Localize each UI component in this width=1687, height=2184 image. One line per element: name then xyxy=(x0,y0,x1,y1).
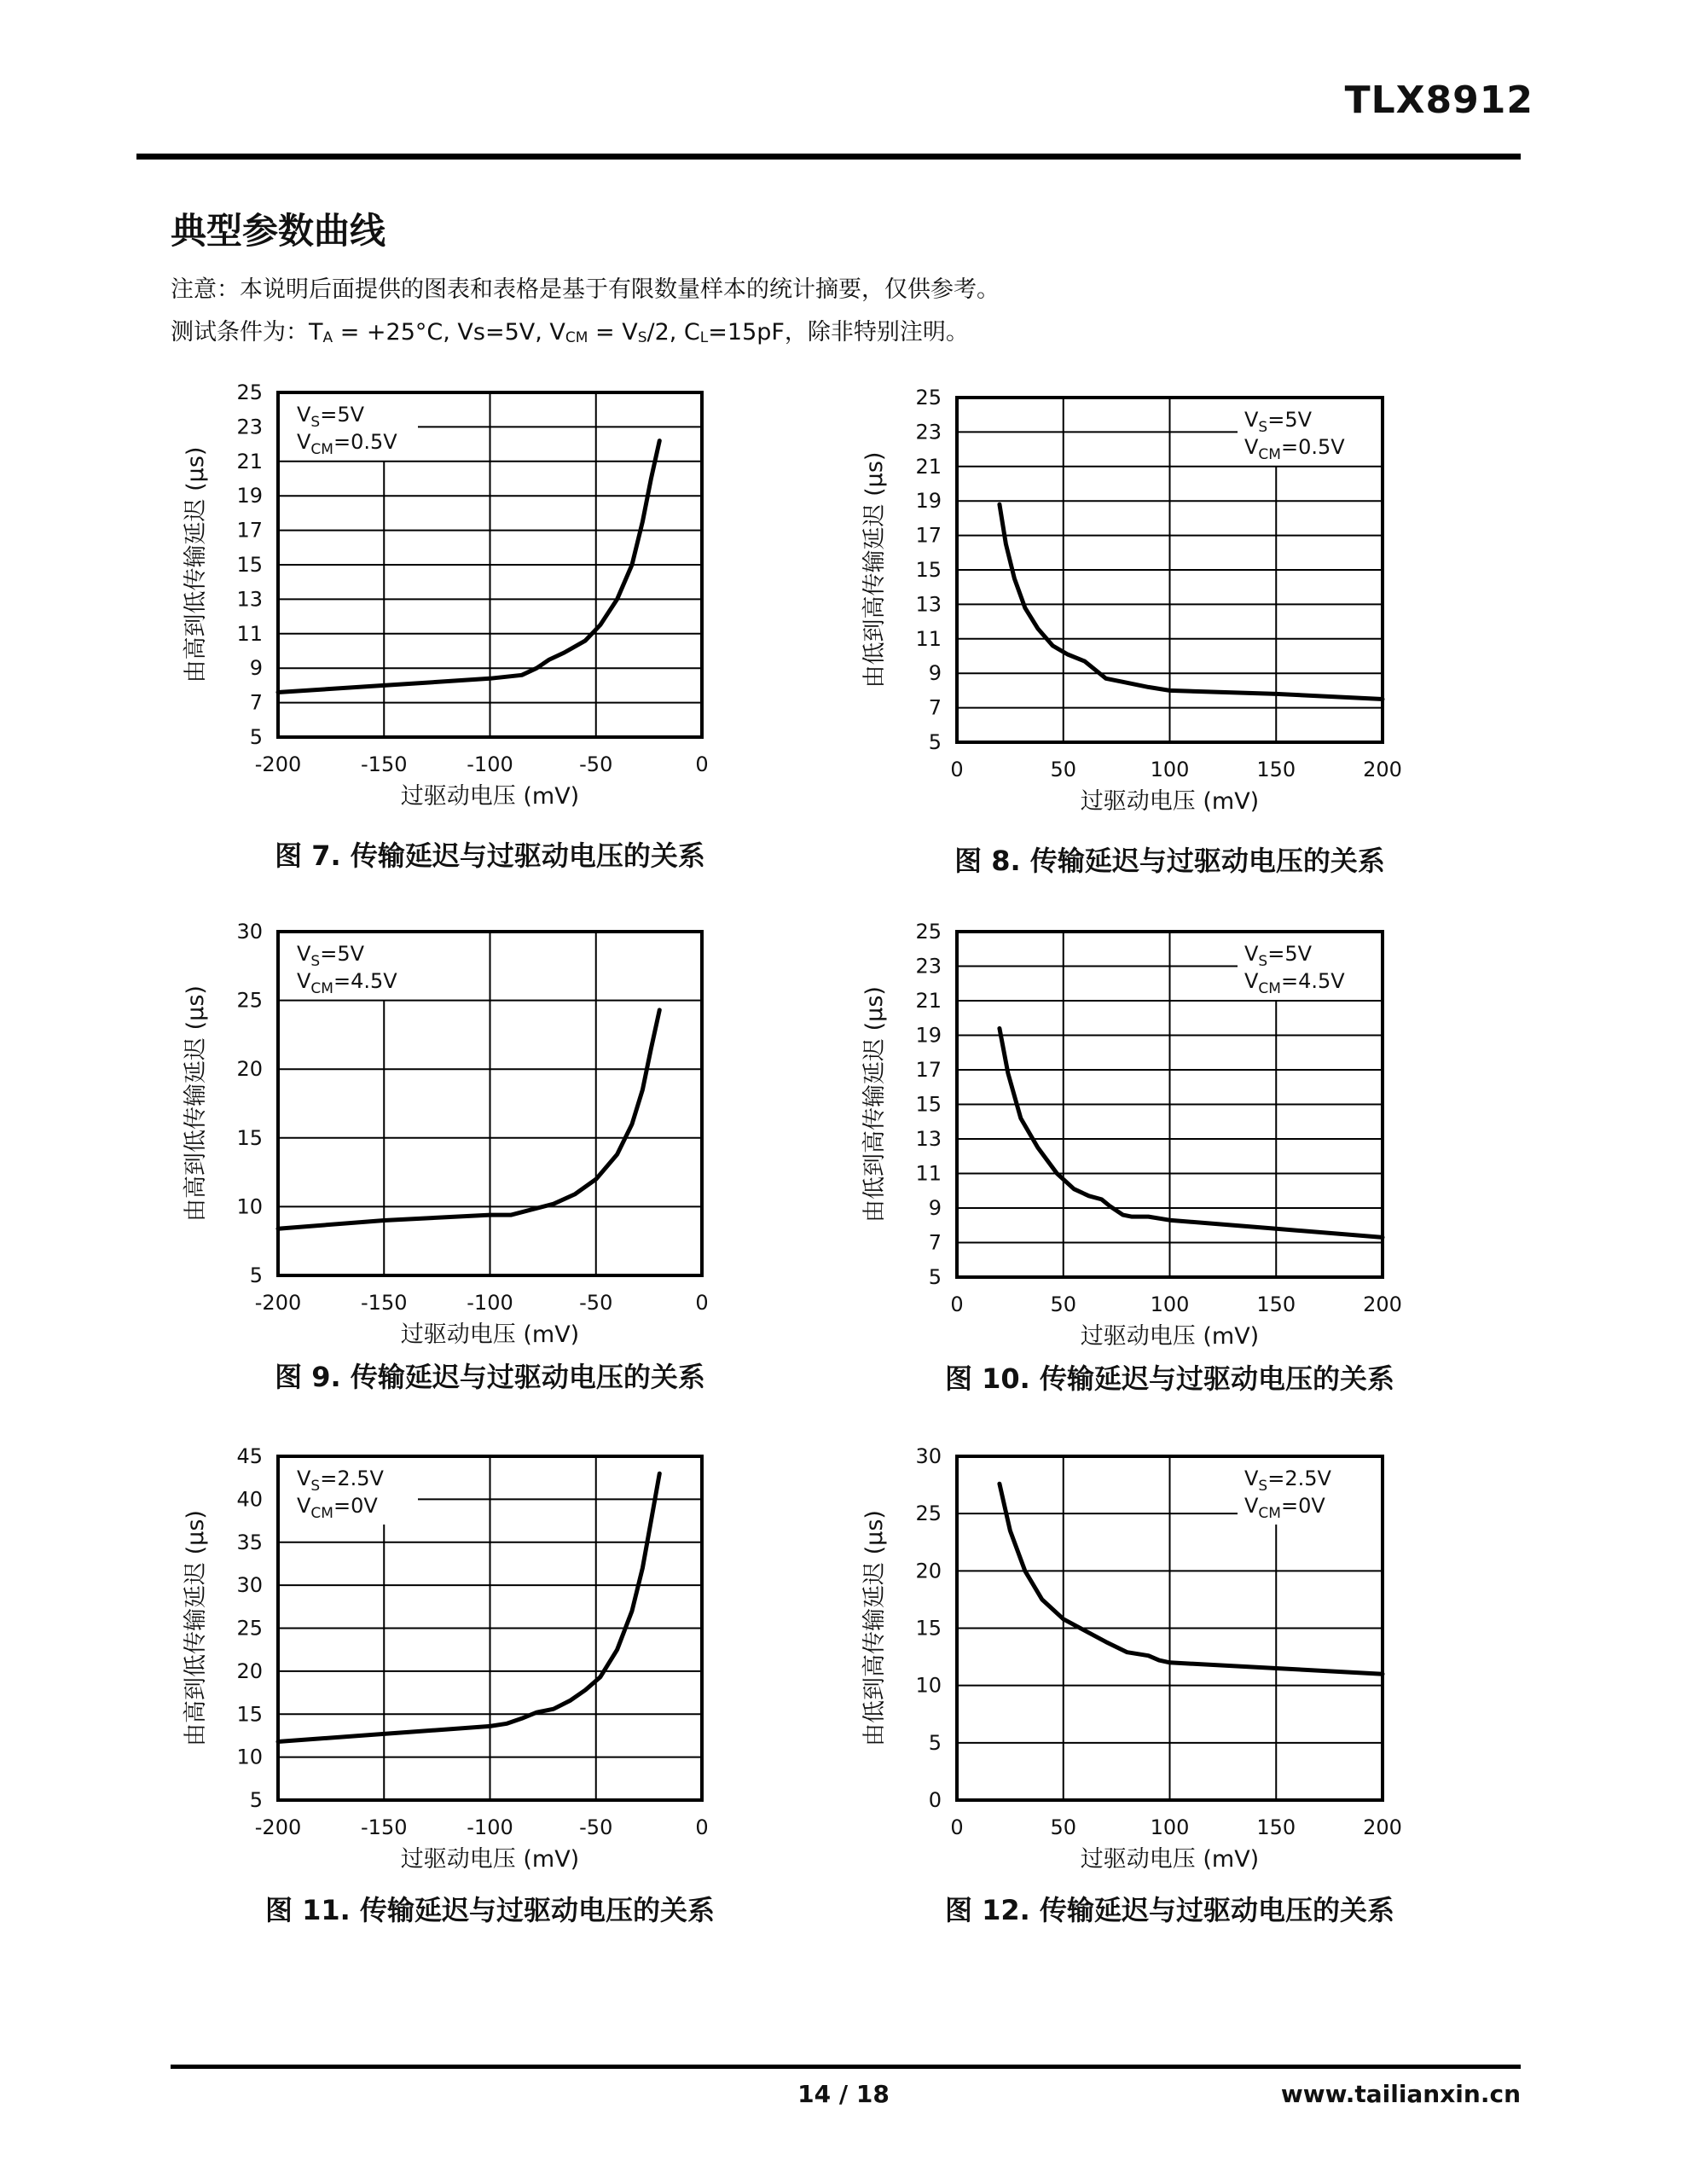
fig7-ytick-4: 13 xyxy=(236,587,263,612)
fig7-xtick-3: -50 xyxy=(579,752,613,776)
fig12-series-line-0 xyxy=(1000,1484,1383,1674)
fig8-ytick-3: 11 xyxy=(915,626,942,651)
fig12-ylabel: 由低到高传输延迟 (µs) xyxy=(861,1510,888,1746)
fig10-ytick-9: 23 xyxy=(915,954,942,979)
fig12-xtick-0: 0 xyxy=(950,1815,964,1839)
fig7-ytick-5: 15 xyxy=(236,553,263,577)
fig8-ytick-2: 9 xyxy=(928,661,942,686)
fig7-ylabel: 由高到低传输延迟 (µs) xyxy=(183,446,209,683)
fig10-xtick-2: 100 xyxy=(1150,1292,1190,1316)
fig7-xlabel: 过驱动电压 (mV) xyxy=(400,783,580,810)
fig11-xtick-2: -100 xyxy=(467,1815,513,1839)
fig12-legend-line-0: $V_S=2.5V$ xyxy=(1244,1467,1331,1495)
fig11-legend-line-1: $V_{CM}=0V$ xyxy=(297,1494,378,1522)
fig10-series-line-0 xyxy=(1000,1028,1383,1237)
disclaimer-note: 注意：本说明后面提供的图表和表格是基于有限数量样本的统计摘要，仅供参考。 xyxy=(171,276,1000,303)
fig10-ytick-8: 21 xyxy=(915,989,942,1013)
fig9-xlabel: 过驱动电压 (mV) xyxy=(400,1321,580,1348)
fig12-ytick-3: 15 xyxy=(915,1616,942,1641)
fig10-chart xyxy=(861,920,1402,1395)
fig8-legend-line-1: $V_{CM}=0.5V$ xyxy=(1244,435,1345,463)
fig11-ytick-4: 25 xyxy=(236,1616,263,1641)
fig8-xtick-4: 200 xyxy=(1363,758,1402,781)
fig9-xtick-1: -150 xyxy=(361,1291,408,1315)
fig11-xtick-3: -50 xyxy=(579,1815,613,1839)
fig12-xtick-1: 50 xyxy=(1050,1815,1077,1839)
fig9-ytick-3: 20 xyxy=(236,1057,263,1082)
fig9-chart xyxy=(183,920,709,1393)
fig8-caption: 图 8. 传输延迟与过驱动电压的关系 xyxy=(954,845,1385,877)
footer-rule xyxy=(171,2065,1521,2069)
fig11-ytick-7: 40 xyxy=(236,1487,263,1512)
fig10-ytick-2: 9 xyxy=(928,1196,942,1220)
fig9-series-line-0 xyxy=(278,1010,659,1228)
fig12-ytick-0: 0 xyxy=(928,1788,942,1812)
fig9-xtick-2: -100 xyxy=(467,1291,513,1315)
fig8-ytick-8: 21 xyxy=(915,454,942,479)
fig8-ytick-5: 15 xyxy=(915,558,942,582)
fig10-ytick-6: 17 xyxy=(915,1058,942,1082)
fig7-ytick-7: 19 xyxy=(236,484,263,508)
fig10-ytick-1: 7 xyxy=(928,1230,942,1255)
fig9-caption: 图 9. 传输延迟与过驱动电压的关系 xyxy=(275,1361,705,1393)
fig7-ytick-8: 21 xyxy=(236,449,263,473)
fig8-ylabel: 由低到高传输延迟 (µs) xyxy=(861,451,888,688)
fig11-xlabel: 过驱动电压 (mV) xyxy=(400,1846,580,1873)
fig8-xtick-0: 0 xyxy=(950,758,964,781)
fig11-legend-line-0: $V_S=2.5V$ xyxy=(297,1467,384,1495)
fig10-xtick-4: 200 xyxy=(1363,1292,1402,1316)
fig8-series-line-0 xyxy=(1000,504,1383,699)
fig7-chart xyxy=(183,380,709,872)
fig10-ytick-0: 5 xyxy=(928,1265,942,1289)
fig11-ytick-8: 45 xyxy=(236,1444,263,1468)
fig11-caption: 图 11. 传输延迟与过驱动电压的关系 xyxy=(265,1894,715,1926)
fig8-ytick-6: 17 xyxy=(915,523,942,548)
fig7-xtick-0: -200 xyxy=(254,752,302,776)
fig7-xtick-1: -150 xyxy=(361,752,408,776)
fig12-legend-line-1: $V_{CM}=0V$ xyxy=(1244,1494,1325,1522)
fig12-caption: 图 12. 传输延迟与过驱动电压的关系 xyxy=(945,1894,1394,1926)
fig12-xtick-3: 150 xyxy=(1256,1815,1296,1839)
fig11-xtick-1: -150 xyxy=(361,1815,408,1839)
fig7-ytick-2: 9 xyxy=(249,656,263,681)
fig11-xtick-4: 0 xyxy=(695,1815,709,1839)
fig10-xtick-1: 50 xyxy=(1050,1292,1077,1316)
fig10-ylabel: 由低到高传输延迟 (µs) xyxy=(861,986,888,1223)
fig12-ytick-2: 10 xyxy=(915,1673,942,1698)
fig9-ytick-1: 10 xyxy=(236,1194,263,1219)
fig10-xlabel: 过驱动电压 (mV) xyxy=(1080,1323,1260,1350)
fig7-ytick-6: 17 xyxy=(236,518,263,543)
fig11-ytick-6: 35 xyxy=(236,1530,263,1554)
fig10-legend-line-1: $V_{CM}=4.5V$ xyxy=(1244,969,1345,997)
fig9-xtick-4: 0 xyxy=(695,1291,709,1315)
fig11-ytick-3: 20 xyxy=(236,1658,263,1683)
fig7-caption: 图 7. 传输延迟与过驱动电压的关系 xyxy=(275,839,705,872)
fig10-legend-line-0: $V_S=5V$ xyxy=(1244,942,1313,970)
test-conditions: 测试条件为：$T_A = +25^\circ C$, Vs=5V, $V_{CM} = V_S/2$, $C_L=15pF$，除非特别注明。 xyxy=(171,319,969,346)
fig8-ytick-7: 19 xyxy=(915,489,942,514)
fig11-chart xyxy=(183,1444,715,1926)
part-number: TLX8912 xyxy=(1344,78,1533,122)
fig11-ylabel: 由高到低传输延迟 (µs) xyxy=(183,1510,209,1746)
fig12-ytick-4: 20 xyxy=(915,1559,942,1583)
fig7-ytick-0: 5 xyxy=(249,725,263,749)
fig8-ytick-9: 23 xyxy=(915,420,942,444)
fig8-xlabel: 过驱动电压 (mV) xyxy=(1080,788,1260,815)
fig7-ytick-9: 23 xyxy=(236,415,263,439)
fig8-xtick-1: 50 xyxy=(1050,758,1077,781)
fig10-caption: 图 10. 传输延迟与过驱动电压的关系 xyxy=(945,1362,1394,1395)
fig7-plot-frame xyxy=(278,392,702,737)
fig7-ytick-1: 7 xyxy=(249,690,263,715)
fig10-plot-frame xyxy=(957,932,1383,1277)
fig9-plot-frame xyxy=(278,932,702,1275)
fig7-ytick-3: 11 xyxy=(236,621,263,646)
fig11-series-line-0 xyxy=(278,1473,659,1741)
fig9-legend-line-0: $V_S=5V$ xyxy=(297,942,365,970)
fig8-plot-frame xyxy=(957,398,1383,742)
fig8-xtick-3: 150 xyxy=(1256,758,1296,781)
fig10-ytick-4: 13 xyxy=(915,1127,942,1151)
fig9-legend-line-1: $V_{CM}=4.5V$ xyxy=(297,969,397,997)
fig9-xtick-0: -200 xyxy=(254,1291,302,1315)
fig12-ytick-1: 5 xyxy=(928,1730,942,1755)
fig11-plot-frame xyxy=(278,1456,702,1800)
fig11-ytick-1: 10 xyxy=(236,1745,263,1769)
fig9-ytick-2: 15 xyxy=(236,1125,263,1150)
fig10-ytick-10: 25 xyxy=(915,920,942,944)
fig8-ytick-10: 25 xyxy=(915,386,942,410)
fig10-ytick-7: 19 xyxy=(915,1023,942,1048)
fig9-ytick-5: 30 xyxy=(236,920,263,944)
fig11-ytick-5: 30 xyxy=(236,1573,263,1598)
fig11-ytick-2: 15 xyxy=(236,1702,263,1727)
fig8-ytick-1: 7 xyxy=(928,695,942,720)
fig8-ytick-4: 13 xyxy=(915,592,942,617)
fig12-ytick-5: 25 xyxy=(915,1502,942,1526)
fig8-chart xyxy=(861,386,1402,877)
fig9-ytick-0: 5 xyxy=(249,1263,263,1287)
fig7-series-line-0 xyxy=(278,441,659,693)
fig7-legend-line-0: $V_S=5V$ xyxy=(297,403,365,431)
fig7-ytick-10: 25 xyxy=(236,380,263,404)
fig12-xlabel: 过驱动电压 (mV) xyxy=(1080,1846,1260,1873)
fig10-xtick-0: 0 xyxy=(950,1292,964,1316)
fig12-xtick-4: 200 xyxy=(1363,1815,1402,1839)
fig7-xtick-2: -100 xyxy=(467,752,513,776)
fig11-ytick-0: 5 xyxy=(249,1788,263,1812)
website-link[interactable]: www.tailianxin.cn xyxy=(1280,2080,1521,2108)
fig8-ytick-0: 5 xyxy=(928,730,942,754)
fig12-plot-frame xyxy=(957,1456,1383,1800)
fig10-ytick-5: 15 xyxy=(915,1092,942,1117)
fig12-ytick-6: 30 xyxy=(915,1444,942,1468)
fig7-legend-line-1: $V_{CM}=0.5V$ xyxy=(297,430,397,458)
fig8-xtick-2: 100 xyxy=(1150,758,1190,781)
fig9-ylabel: 由高到低传输延迟 (µs) xyxy=(183,985,209,1222)
header-rule xyxy=(136,154,1521,160)
fig8-legend-line-0: $V_S=5V$ xyxy=(1244,408,1313,436)
fig9-ytick-4: 25 xyxy=(236,988,263,1013)
fig12-chart xyxy=(861,1444,1402,1926)
fig10-xtick-3: 150 xyxy=(1256,1292,1296,1316)
fig9-xtick-3: -50 xyxy=(579,1291,613,1315)
page-number: 14 / 18 xyxy=(797,2080,890,2108)
fig7-xtick-4: 0 xyxy=(695,752,709,776)
fig11-xtick-0: -200 xyxy=(254,1815,302,1839)
fig12-xtick-2: 100 xyxy=(1150,1815,1190,1839)
section-title: 典型参数曲线 xyxy=(171,210,386,252)
fig10-ytick-3: 11 xyxy=(915,1161,942,1186)
